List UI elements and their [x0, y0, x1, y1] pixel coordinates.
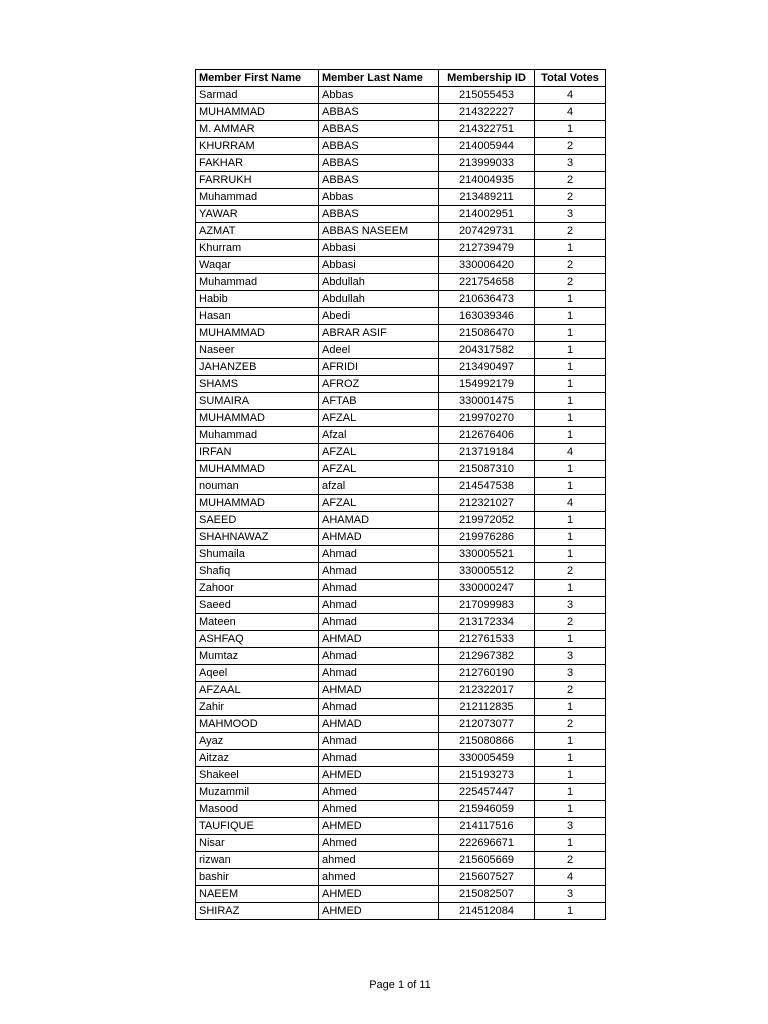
cell-last-name: AFZAL	[319, 461, 439, 478]
table-row	[196, 121, 606, 138]
cell-total-votes: 3	[535, 818, 606, 835]
cell-last-name: ABBAS	[319, 155, 439, 172]
cell-last-name: Ahmad	[319, 546, 439, 563]
cell-total-votes: 2	[535, 716, 606, 733]
cell-last-name: AFROZ	[319, 376, 439, 393]
table-row	[196, 359, 606, 376]
cell-last-name: ABBAS	[319, 138, 439, 155]
cell-first-name: FARRUKH	[196, 172, 319, 189]
cell-last-name: Ahmad	[319, 699, 439, 716]
cell-first-name: YAWAR	[196, 206, 319, 223]
cell-total-votes: 4	[535, 495, 606, 512]
cell-membership-id: 330005521	[439, 546, 535, 563]
cell-total-votes: 1	[535, 529, 606, 546]
cell-membership-id: 330005459	[439, 750, 535, 767]
table-row	[196, 886, 606, 903]
cell-last-name: Ahmad	[319, 665, 439, 682]
cell-membership-id: 215087310	[439, 461, 535, 478]
cell-last-name: Ahmad	[319, 563, 439, 580]
cell-last-name: Ahmad	[319, 614, 439, 631]
cell-membership-id: 330006420	[439, 257, 535, 274]
cell-total-votes: 1	[535, 240, 606, 257]
table-row	[196, 325, 606, 342]
cell-last-name: AFTAB	[319, 393, 439, 410]
table-row	[196, 699, 606, 716]
cell-total-votes: 1	[535, 291, 606, 308]
table-row	[196, 597, 606, 614]
table-row	[196, 427, 606, 444]
cell-total-votes: 1	[535, 580, 606, 597]
cell-membership-id: 214002951	[439, 206, 535, 223]
cell-first-name: rizwan	[196, 852, 319, 869]
cell-membership-id: 212967382	[439, 648, 535, 665]
cell-total-votes: 4	[535, 869, 606, 886]
cell-first-name: ASHFAQ	[196, 631, 319, 648]
table-row	[196, 223, 606, 240]
cell-membership-id: 219976286	[439, 529, 535, 546]
cell-total-votes: 1	[535, 546, 606, 563]
cell-first-name: AZMAT	[196, 223, 319, 240]
table-row	[196, 138, 606, 155]
cell-membership-id: 221754658	[439, 274, 535, 291]
cell-total-votes: 1	[535, 903, 606, 920]
cell-first-name: Khurram	[196, 240, 319, 257]
cell-last-name: AFZAL	[319, 410, 439, 427]
table-row	[196, 155, 606, 172]
cell-membership-id: 213172334	[439, 614, 535, 631]
cell-total-votes: 1	[535, 767, 606, 784]
cell-first-name: Ayaz	[196, 733, 319, 750]
table-row	[196, 716, 606, 733]
cell-last-name: Abbas	[319, 87, 439, 104]
cell-total-votes: 1	[535, 359, 606, 376]
cell-first-name: Mateen	[196, 614, 319, 631]
cell-membership-id: 214004935	[439, 172, 535, 189]
cell-first-name: JAHANZEB	[196, 359, 319, 376]
cell-total-votes: 1	[535, 750, 606, 767]
table-row	[196, 784, 606, 801]
cell-total-votes: 3	[535, 665, 606, 682]
cell-last-name: Abbas	[319, 189, 439, 206]
cell-membership-id: 214117516	[439, 818, 535, 835]
cell-last-name: Ahmad	[319, 597, 439, 614]
cell-first-name: Muhammad	[196, 274, 319, 291]
cell-membership-id: 215946059	[439, 801, 535, 818]
table-row	[196, 818, 606, 835]
cell-total-votes: 1	[535, 342, 606, 359]
cell-first-name: nouman	[196, 478, 319, 495]
table-row	[196, 274, 606, 291]
table-row	[196, 767, 606, 784]
cell-last-name: Abbasi	[319, 240, 439, 257]
cell-first-name: Waqar	[196, 257, 319, 274]
cell-total-votes: 1	[535, 325, 606, 342]
cell-first-name: Aitzaz	[196, 750, 319, 767]
cell-last-name: Ahmad	[319, 648, 439, 665]
cell-last-name: AHMED	[319, 767, 439, 784]
cell-total-votes: 1	[535, 410, 606, 427]
table-row	[196, 852, 606, 869]
table-row	[196, 257, 606, 274]
table-body	[196, 87, 606, 920]
cell-first-name: MUHAMMAD	[196, 104, 319, 121]
cell-first-name: MUHAMMAD	[196, 325, 319, 342]
table-row	[196, 903, 606, 920]
cell-total-votes: 2	[535, 274, 606, 291]
cell-total-votes: 4	[535, 444, 606, 461]
cell-last-name: Ahmad	[319, 750, 439, 767]
table-row	[196, 869, 606, 886]
table-row	[196, 478, 606, 495]
table-row	[196, 410, 606, 427]
cell-total-votes: 2	[535, 852, 606, 869]
cell-last-name: ahmed	[319, 852, 439, 869]
cell-first-name: SAEED	[196, 512, 319, 529]
cell-membership-id: 212760190	[439, 665, 535, 682]
cell-total-votes: 2	[535, 614, 606, 631]
cell-last-name: AFZAL	[319, 444, 439, 461]
cell-first-name: Zahoor	[196, 580, 319, 597]
table-row	[196, 580, 606, 597]
cell-membership-id: 214512084	[439, 903, 535, 920]
cell-first-name: Sarmad	[196, 87, 319, 104]
cell-membership-id: 219970270	[439, 410, 535, 427]
table-row	[196, 563, 606, 580]
cell-last-name: ahmed	[319, 869, 439, 886]
table-row	[196, 376, 606, 393]
cell-total-votes: 1	[535, 393, 606, 410]
cell-last-name: AHMAD	[319, 682, 439, 699]
table-row	[196, 648, 606, 665]
cell-last-name: AFRIDI	[319, 359, 439, 376]
cell-total-votes: 2	[535, 257, 606, 274]
cell-last-name: ABBAS	[319, 121, 439, 138]
cell-total-votes: 1	[535, 376, 606, 393]
cell-first-name: TAUFIQUE	[196, 818, 319, 835]
cell-first-name: Muzammil	[196, 784, 319, 801]
cell-total-votes: 4	[535, 87, 606, 104]
cell-last-name: ABBAS	[319, 104, 439, 121]
table-row	[196, 801, 606, 818]
cell-first-name: KHURRAM	[196, 138, 319, 155]
table-row	[196, 529, 606, 546]
table-row	[196, 461, 606, 478]
cell-last-name: Abbasi	[319, 257, 439, 274]
cell-first-name: SHAHNAWAZ	[196, 529, 319, 546]
table-row	[196, 546, 606, 563]
cell-total-votes: 2	[535, 189, 606, 206]
cell-membership-id: 214322751	[439, 121, 535, 138]
cell-membership-id: 215055453	[439, 87, 535, 104]
cell-last-name: AHMAD	[319, 631, 439, 648]
cell-membership-id: 225457447	[439, 784, 535, 801]
table-row	[196, 393, 606, 410]
cell-membership-id: 215086470	[439, 325, 535, 342]
table-row	[196, 172, 606, 189]
table-row	[196, 512, 606, 529]
table-row	[196, 308, 606, 325]
cell-first-name: Naseer	[196, 342, 319, 359]
cell-membership-id: 214005944	[439, 138, 535, 155]
cell-first-name: FAKHAR	[196, 155, 319, 172]
cell-total-votes: 1	[535, 835, 606, 852]
cell-membership-id: 215193273	[439, 767, 535, 784]
cell-last-name: ABRAR ASIF	[319, 325, 439, 342]
cell-membership-id: 210636473	[439, 291, 535, 308]
cell-first-name: AFZAAL	[196, 682, 319, 699]
cell-membership-id: 215082507	[439, 886, 535, 903]
cell-last-name: AHMED	[319, 886, 439, 903]
cell-first-name: SUMAIRA	[196, 393, 319, 410]
cell-last-name: Afzal	[319, 427, 439, 444]
table-row	[196, 614, 606, 631]
cell-first-name: SHIRAZ	[196, 903, 319, 920]
cell-membership-id: 213489211	[439, 189, 535, 206]
cell-total-votes: 3	[535, 597, 606, 614]
cell-first-name: Habib	[196, 291, 319, 308]
header-last-name: Member Last Name	[319, 70, 439, 87]
cell-membership-id: 212321027	[439, 495, 535, 512]
cell-membership-id: 222696671	[439, 835, 535, 852]
cell-total-votes: 3	[535, 206, 606, 223]
cell-last-name: ABBAS NASEEM	[319, 223, 439, 240]
cell-last-name: Ahmed	[319, 801, 439, 818]
cell-first-name: Aqeel	[196, 665, 319, 682]
cell-total-votes: 1	[535, 631, 606, 648]
cell-total-votes: 2	[535, 138, 606, 155]
table-row	[196, 665, 606, 682]
cell-membership-id: 212676406	[439, 427, 535, 444]
cell-first-name: Muhammad	[196, 189, 319, 206]
cell-membership-id: 154992179	[439, 376, 535, 393]
table-row	[196, 495, 606, 512]
cell-membership-id: 217099983	[439, 597, 535, 614]
cell-total-votes: 1	[535, 699, 606, 716]
cell-membership-id: 213999033	[439, 155, 535, 172]
cell-first-name: M. AMMAR	[196, 121, 319, 138]
cell-total-votes: 4	[535, 104, 606, 121]
cell-first-name: Hasan	[196, 308, 319, 325]
cell-last-name: AFZAL	[319, 495, 439, 512]
cell-total-votes: 2	[535, 172, 606, 189]
cell-first-name: bashir	[196, 869, 319, 886]
cell-last-name: ABBAS	[319, 206, 439, 223]
cell-last-name: Abedi	[319, 308, 439, 325]
table-row	[196, 87, 606, 104]
cell-first-name: Shafiq	[196, 563, 319, 580]
cell-membership-id: 330001475	[439, 393, 535, 410]
cell-total-votes: 1	[535, 308, 606, 325]
cell-last-name: Abdullah	[319, 274, 439, 291]
cell-membership-id: 213719184	[439, 444, 535, 461]
table-header-row	[196, 70, 606, 87]
cell-last-name: Ahmad	[319, 580, 439, 597]
cell-first-name: Zahir	[196, 699, 319, 716]
cell-last-name: AHMAD	[319, 716, 439, 733]
cell-total-votes: 3	[535, 886, 606, 903]
cell-first-name: MUHAMMAD	[196, 410, 319, 427]
cell-total-votes: 3	[535, 155, 606, 172]
cell-total-votes: 1	[535, 784, 606, 801]
table-row	[196, 733, 606, 750]
cell-first-name: Nisar	[196, 835, 319, 852]
cell-membership-id: 214322227	[439, 104, 535, 121]
cell-total-votes: 2	[535, 223, 606, 240]
cell-last-name: ABBAS	[319, 172, 439, 189]
cell-last-name: AHAMAD	[319, 512, 439, 529]
cell-first-name: MAHMOOD	[196, 716, 319, 733]
cell-last-name: AHMED	[319, 818, 439, 835]
table-row	[196, 291, 606, 308]
table-row	[196, 206, 606, 223]
cell-total-votes: 3	[535, 648, 606, 665]
cell-first-name: Masood	[196, 801, 319, 818]
cell-membership-id: 214547538	[439, 478, 535, 495]
cell-last-name: Abdullah	[319, 291, 439, 308]
cell-first-name: Mumtaz	[196, 648, 319, 665]
header-first-name: Member First Name	[196, 70, 319, 87]
cell-last-name: Ahmad	[319, 733, 439, 750]
cell-first-name: Shumaila	[196, 546, 319, 563]
cell-last-name: afzal	[319, 478, 439, 495]
cell-first-name: Saeed	[196, 597, 319, 614]
cell-membership-id: 219972052	[439, 512, 535, 529]
cell-membership-id: 212073077	[439, 716, 535, 733]
cell-first-name: Shakeel	[196, 767, 319, 784]
cell-membership-id: 212322017	[439, 682, 535, 699]
table-row	[196, 750, 606, 767]
cell-membership-id: 330005512	[439, 563, 535, 580]
cell-last-name: Ahmed	[319, 835, 439, 852]
header-membership-id: Membership ID	[439, 70, 535, 87]
cell-membership-id: 330000247	[439, 580, 535, 597]
cell-last-name: AHMAD	[319, 529, 439, 546]
cell-total-votes: 2	[535, 563, 606, 580]
table-row	[196, 104, 606, 121]
cell-total-votes: 1	[535, 733, 606, 750]
cell-membership-id: 212112835	[439, 699, 535, 716]
table-row	[196, 342, 606, 359]
cell-membership-id: 213490497	[439, 359, 535, 376]
table-row	[196, 189, 606, 206]
page-number: Page 1 of 11	[369, 979, 431, 991]
cell-total-votes: 1	[535, 478, 606, 495]
table-row	[196, 835, 606, 852]
cell-total-votes: 1	[535, 461, 606, 478]
cell-first-name: MUHAMMAD	[196, 495, 319, 512]
cell-membership-id: 204317582	[439, 342, 535, 359]
header-total-votes: Total Votes	[535, 70, 606, 87]
cell-membership-id: 212739479	[439, 240, 535, 257]
members-table	[195, 69, 606, 920]
cell-membership-id: 215607527	[439, 869, 535, 886]
cell-first-name: Muhammad	[196, 427, 319, 444]
cell-membership-id: 215605669	[439, 852, 535, 869]
cell-total-votes: 2	[535, 682, 606, 699]
cell-first-name: NAEEM	[196, 886, 319, 903]
cell-membership-id: 163039346	[439, 308, 535, 325]
cell-last-name: AHMED	[319, 903, 439, 920]
cell-first-name: SHAMS	[196, 376, 319, 393]
table-row	[196, 240, 606, 257]
cell-last-name: Adeel	[319, 342, 439, 359]
table-row	[196, 682, 606, 699]
cell-membership-id: 215080866	[439, 733, 535, 750]
table-row	[196, 444, 606, 461]
cell-membership-id: 212761533	[439, 631, 535, 648]
table-row	[196, 631, 606, 648]
cell-last-name: Ahmed	[319, 784, 439, 801]
cell-membership-id: 207429731	[439, 223, 535, 240]
cell-first-name: MUHAMMAD	[196, 461, 319, 478]
cell-total-votes: 1	[535, 427, 606, 444]
cell-first-name: IRFAN	[196, 444, 319, 461]
cell-total-votes: 1	[535, 801, 606, 818]
cell-total-votes: 1	[535, 512, 606, 529]
cell-total-votes: 1	[535, 121, 606, 138]
